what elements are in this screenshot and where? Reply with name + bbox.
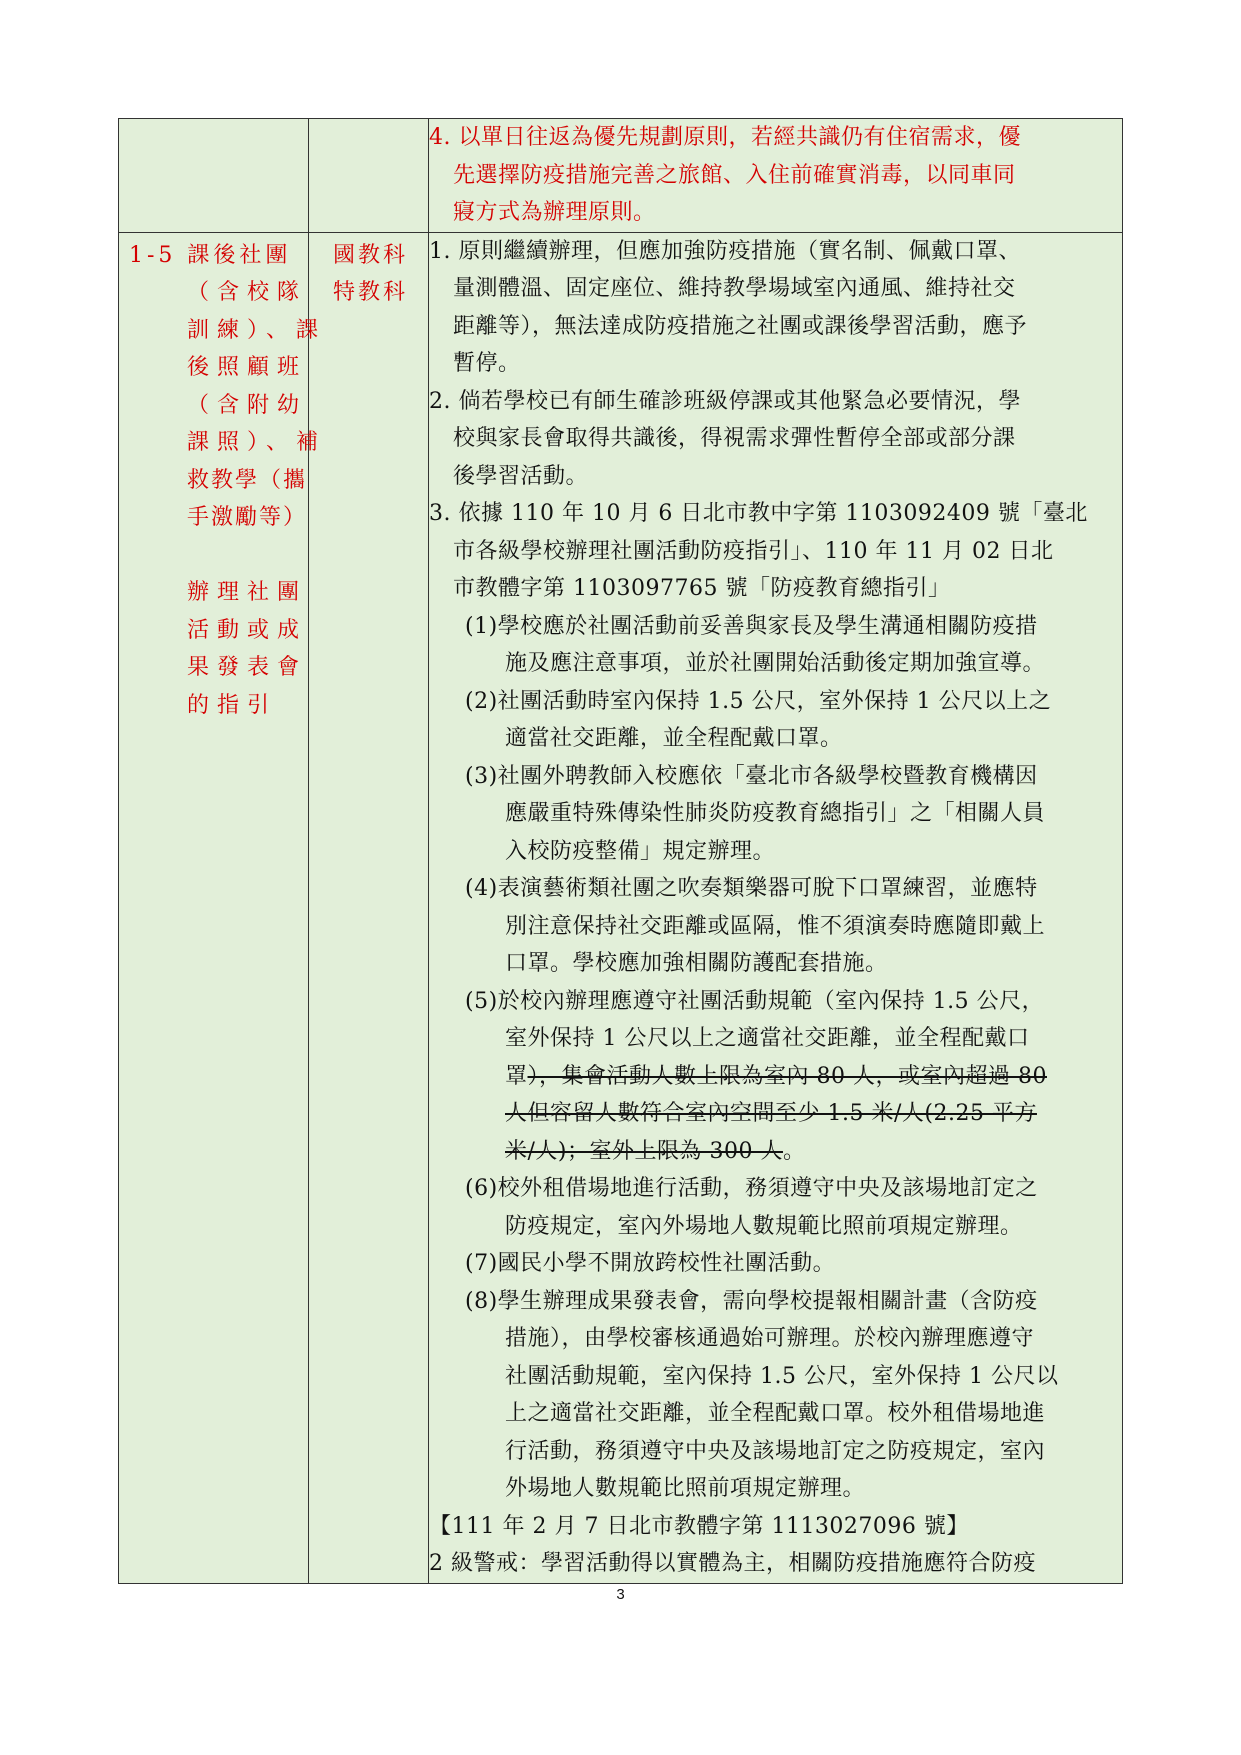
content-line (429, 1133, 1122, 1171)
content-text: 罩 (505, 1063, 528, 1089)
subitem-6 (429, 1170, 1122, 1245)
content-line: 寢方式為辦理原則。 (453, 200, 656, 225)
struck-text: 人但容留人數符合室內空間至少 1.5 米/人(2.25 平方 (505, 1101, 1037, 1126)
table-row-main (119, 232, 1123, 1583)
content-line: 市教體字第 1103097765 號「防疫教育總指引」 (453, 576, 951, 601)
item-title-line: 手激勵等） (187, 505, 308, 530)
unit-cell (309, 232, 429, 1583)
content-line: 校與家長會取得共識後，得視需求彈性暫停全部或部分課 (453, 426, 1016, 451)
content-line: (2)社團活動時室內保持 1.5 公尺，室外保持 1 公尺以上之 (465, 688, 1052, 714)
item-title-line: 後照顧班 (187, 355, 308, 380)
item-subtitle-line: 活動或成 (187, 617, 308, 643)
subitem-4 (429, 870, 1122, 983)
content-line: 3. 依據 110 年 10 月 6 日北市教中字第 1103092409 號「臺北 (429, 501, 1088, 526)
alert-level-line: 2 級警戒：學習活動得以實體為主，相關防疫措施應符合防疫 (429, 1551, 1036, 1576)
item-title-line: 1-5 課後社團 (129, 242, 292, 268)
content-line: 別注意保持社交距離或區隔，惟不須演奏時應隨即戴上 (505, 913, 1046, 939)
item-subtitle-line: 果發表會 (187, 655, 308, 680)
content-line: 市各級學校辦理社團活動防疫指引」、110 年 11 月 02 日北 (453, 538, 1054, 564)
content-line: 行活動，務須遵守中央及該場地訂定之防疫規定，室內 (505, 1438, 1046, 1464)
subitem-7 (429, 1245, 1122, 1283)
content-line: (5)於校內辦理應遵守社團活動規範（室內保持 1.5 公尺， (465, 988, 1045, 1014)
struck-text: ），集會活動人數上限為室內 80 人，或室內超過 80 (527, 1063, 1047, 1089)
item-subtitle-line: 的指引 (187, 692, 278, 718)
content-line: 外場地人數規範比照前項規定辦理。 (505, 1476, 866, 1501)
paragraph-1 (429, 233, 1122, 383)
subitem-5 (429, 983, 1122, 1171)
struck-text: 米/人)；室外上限為 300 人 (505, 1138, 783, 1164)
content-line: 1. 原則繼續辦理，但應加強防疫措施（實名制、佩戴口罩、 (429, 238, 1021, 264)
item-cell (119, 232, 327, 1583)
item-title-line: 課照）、補 (187, 430, 327, 455)
row-top-unit-cell (309, 119, 429, 233)
content-line: (3)社團外聘教師入校應依「臺北市各級學校暨教育機構因 (465, 763, 1038, 789)
content-line: (7)國民小學不開放跨校性社團活動。 (465, 1251, 836, 1276)
content-line: 4. 以單日往返為優先規劃原則，若經共識仍有住宿需求，優 (429, 125, 1021, 150)
paragraph-2 (429, 383, 1122, 496)
content-line: 施及應注意事項，並於社團開始活動後定期加強宣導。 (505, 651, 1046, 676)
subitem-1 (429, 608, 1122, 683)
item-subtitle-line: 辦理社團 (187, 580, 308, 605)
subitem-2 (429, 683, 1122, 758)
unit-label: 國教科 (333, 242, 409, 268)
page-number: 3 (616, 1586, 625, 1603)
content-line: 社團活動規範，室內保持 1.5 公尺，室外保持 1 公尺以 (505, 1363, 1059, 1389)
paragraph-3 (429, 495, 1122, 608)
content-line: 後學習活動。 (453, 463, 589, 489)
content-line: 口罩。學校應加強相關防護配套措施。 (505, 951, 888, 976)
content-line: (4)表演藝術類社團之吹奏類樂器可脫下口罩練習，並應特 (465, 876, 1038, 901)
item-title-line: （含校隊 (187, 280, 308, 305)
content-line: 防疫規定，室內外場地人數規範比照前項規定辦理。 (505, 1213, 1023, 1239)
content-line: (1)學校應於社團活動前妥善與家長及學生溝通相關防疫措 (465, 613, 1038, 639)
content-line: 應嚴重特殊傳染性肺炎防疫教育總指引」之「相關人員 (505, 801, 1046, 826)
content-line: 距離等），無法達成防疫措施之社團或課後學習活動，應予 (453, 313, 1028, 339)
content-line: 先選擇防疫措施完善之旅館、入住前確實消毒，以同車同 (453, 162, 1016, 188)
item-title-line: （含附幼 (187, 392, 308, 418)
content-cell (429, 232, 1123, 1583)
content-line: 室外保持 1 公尺以上之適當社交距離，並全程配戴口 (505, 1026, 1030, 1051)
row-top-content-cell (429, 119, 1123, 233)
item-title-line: 救教學（攜 (187, 467, 308, 493)
reference-note: 【111 年 2 月 7 日北市教體字第 1113027096 號】 (429, 1513, 969, 1539)
content-line: 適當社交距離，並全程配戴口罩。 (505, 726, 843, 751)
content-line: 量測體溫、固定座位、維持教學場域室內通風、維持社交 (453, 276, 1016, 301)
content-line: 暫停。 (453, 351, 521, 376)
guideline-table (118, 118, 1123, 1584)
table-row-top (119, 119, 1123, 233)
content-line: 2. 倘若學校已有師生確診班級停課或其他緊急必要情況，學 (429, 388, 1021, 414)
content-line: 措施），由學校審核通過始可辦理。於校內辦理應遵守 (505, 1326, 1035, 1351)
content-line (429, 1058, 1122, 1096)
row-top-item-cell (119, 119, 309, 233)
unit-label: 特教科 (333, 280, 409, 305)
content-line: (8)學生辦理成果發表會，需向學校提報相關計畫（含防疫 (465, 1288, 1038, 1314)
content-line: 上之適當社交距離，並全程配戴口罩。校外租借場地進 (505, 1401, 1046, 1426)
content-line: (6)校外租借場地進行活動，務須遵守中央及該場地訂定之 (465, 1176, 1038, 1201)
subitem-3 (429, 758, 1122, 871)
subitem-8 (429, 1283, 1122, 1508)
item-title-line: 訓練）、課 (187, 317, 327, 343)
content-text: 。 (782, 1138, 806, 1164)
content-line: 入校防疫整備」規定辦理。 (505, 838, 776, 864)
